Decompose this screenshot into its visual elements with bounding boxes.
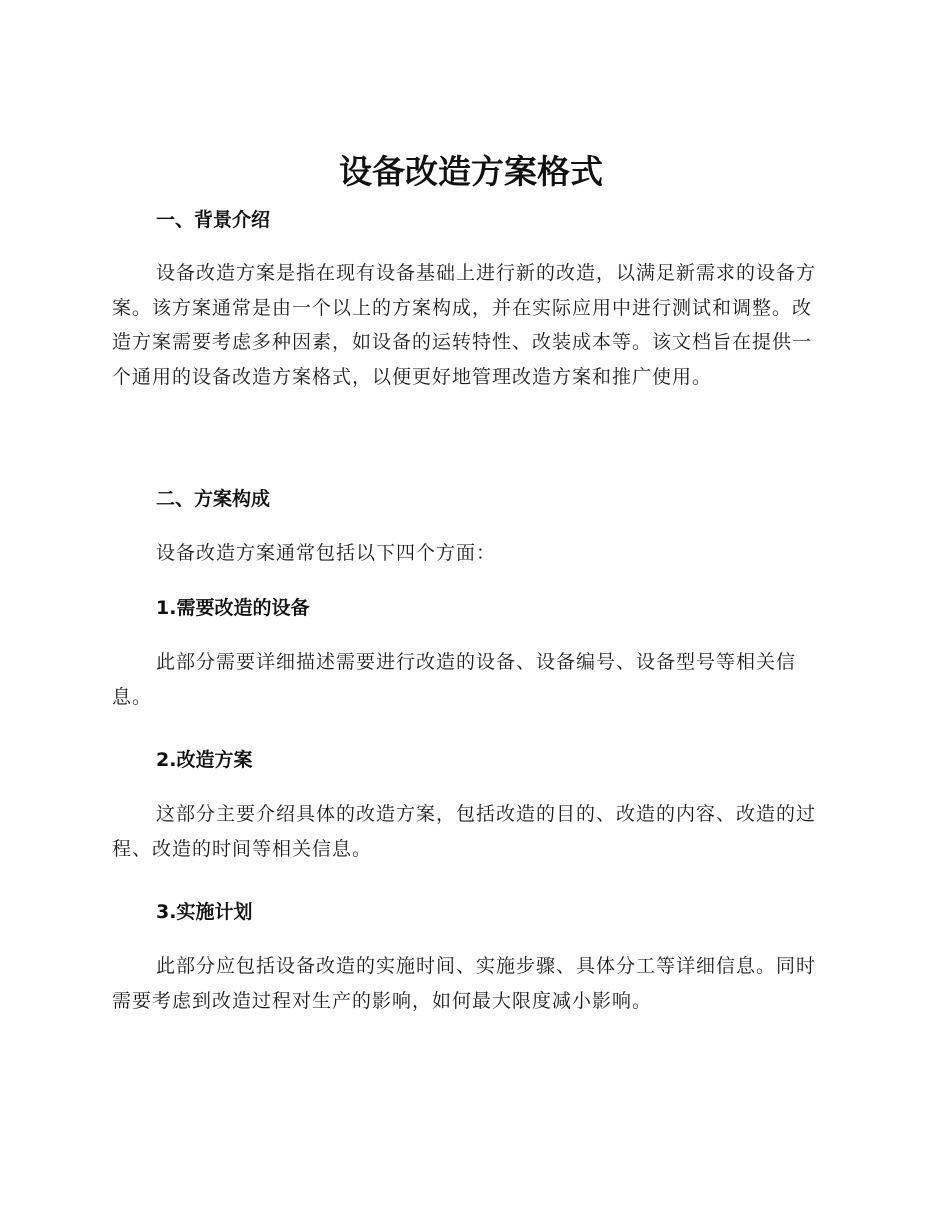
paragraph-composition: 设备改造方案通常包括以下四个方面： [156,542,497,564]
section-heading-background: 一、背景介绍 [156,209,271,231]
paragraph-background: 设备改造方案是指在现有设备基础上进行新的改造，以满足新需求的设备方案。该方案通常是由一个以上的方案构成，并在实际应用中进行测试和调整。改造方案需要考虑多种因素，如设备的运转特性、改装成本等。该文档旨在提供一个通用的设备改造方案格式，以便更好地管理改造方案和推广使用。 [112,262,817,388]
section-heading-composition: 二、方案构成 [156,488,271,510]
subheading-equipment: 1.需要改造的设备 [156,597,310,619]
subheading-plan: 2.改造方案 [156,749,253,771]
subheading-implementation: 3.实施计划 [156,901,253,923]
paragraph-implementation: 此部分应包括设备改造的实施时间、实施步骤、具体分工等详细信息。同时需要考虑到改造过程对生产的影响，如何最大限度减小影响。 [112,955,817,1012]
document-title: 设备改造方案格式 [339,152,603,191]
paragraph-equipment: 此部分需要详细描述需要进行改造的设备、设备编号、设备型号等相关信息。 [112,651,797,708]
paragraph-plan: 这部分主要介绍具体的改造方案，包括改造的目的、改造的内容、改造的过程、改造的时间等相关信息。 [112,803,817,860]
